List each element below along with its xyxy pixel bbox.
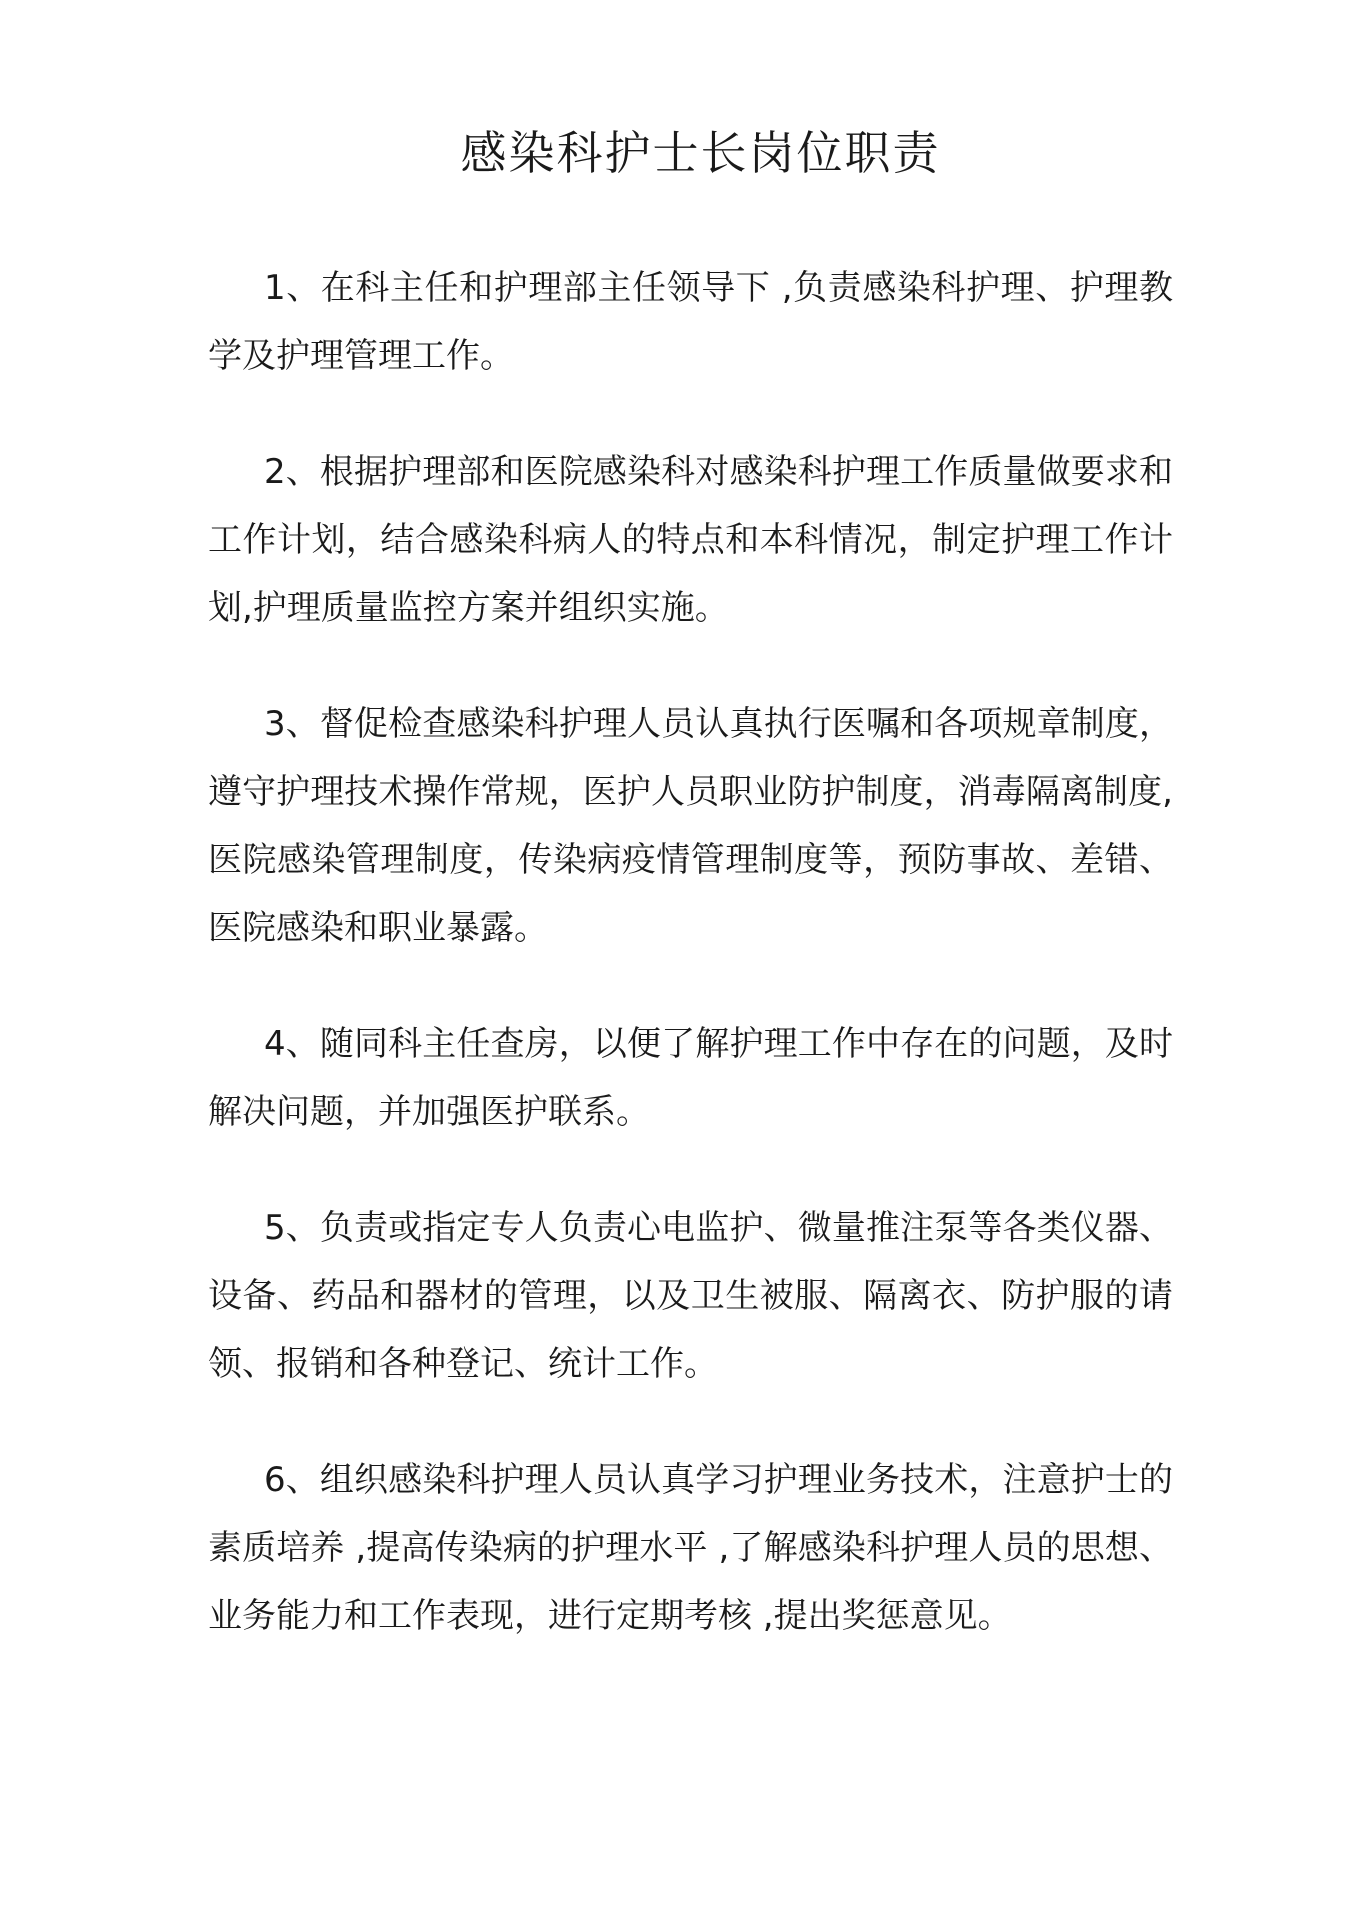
clause-6: 6、组织感染科护理人员认真学习护理业务技术，注意护士的素质培养 ,提高传染病的护理水平 ,了解感染科护理人员的思想、业务能力和工作表现，进行定期考核 ,提出奖惩意见。 xyxy=(208,1460,1173,1636)
clause-1: 1、在科主任和护理部主任领导下 ,负责感染科护理、护理教学及护理管理工作。 xyxy=(208,268,1173,376)
clause-3: 3、督促检查感染科护理人员认真执行医嘱和各项规章制度，遵守护理技术操作常规，医护人员职业防护制度，消毒隔离制度,医院感染管理制度，传染病疫情管理制度等，预防事故、差错、医院感染和职业暴露。 xyxy=(208,704,1173,948)
clause-5: 5、负责或指定专人负责心电监护、微量推注泵等各类仪器、设备、药品和器材的管理，以及卫生被服、隔离衣、防护服的请领、报销和各种登记、统计工作。 xyxy=(208,1208,1173,1384)
clause-2: 2、根据护理部和医院感染科对感染科护理工作质量做要求和工作计划，结合感染科病人的特点和本科情况，制定护理工作计划,护理质量监控方案并组织实施。 xyxy=(208,452,1173,628)
clause-4: 4、随同科主任查房，以便了解护理工作中存在的问题，及时解决问题，并加强医护联系。 xyxy=(208,1024,1173,1132)
clause-list xyxy=(208,254,1173,1650)
document-title: 感染科护士长岗位职责 xyxy=(460,126,941,180)
